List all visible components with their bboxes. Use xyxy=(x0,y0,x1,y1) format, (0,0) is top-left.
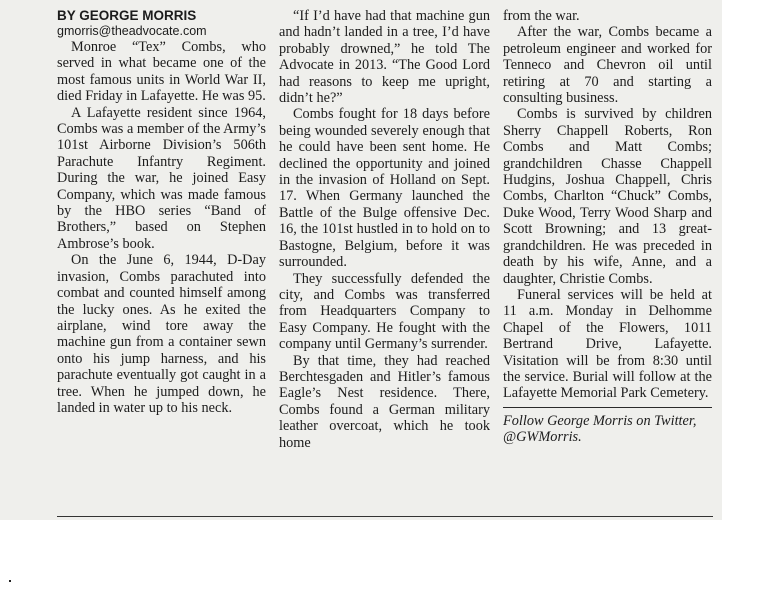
stray-mark xyxy=(9,580,11,582)
divider-rule xyxy=(503,407,712,408)
bottom-rule xyxy=(57,516,713,517)
paragraph: Combs is survived by children Sherry Chappell Roberts, Ron Combs and Matt Combs; grandchildren Chasse Chappell Hudgins, Joshua Chappell, Chris Combs, Charlton “Chuck” Combs, Duke Wood, Terry Wood Sharp and Scott Browning; and 13 great-grandchildren. He was preceded in death by his wife, Anne, and a daughter, Christie Combs. xyxy=(503,106,712,287)
paragraph: By that time, they had reached Berchtesgaden and Hitler’s famous Eagle’s Nest residence. There, Combs found a German military leather overcoat, which he took home xyxy=(279,352,490,451)
paragraph: Funeral services will be held at 11 a.m. Monday in Delhomme Chapel of the Flowers, 1011 Bertrand Drive, Lafayette. Visitation will be from 8:30 until the service. Burial will follow at the Lafayette Memorial Park Cemetery. xyxy=(503,286,712,402)
paragraph: On the June 6, 1944, D-Day invasion, Combs parachuted into combat and counted himself among the lucky ones. As he exited the airplane, wind tore away the machine gun from a container sewn onto his jump harness, and his parachute eventually got caught in a tree. When he jumped down, he landed in water up to his neck. xyxy=(57,252,266,416)
paragraph: from the war. xyxy=(503,8,580,24)
paragraph: “If I’d have had that machine gun and hadn’t landed in a tree, I’d have probably drowned,” he told The Advocate in 2013. “The Good Lord had reasons to keep me upright, didn’t he?” xyxy=(279,8,490,107)
follow-note: Follow George Morris on Twitter, @GWMorris. xyxy=(503,412,697,446)
article-column-2 xyxy=(279,8,490,451)
article-column-1 xyxy=(57,8,266,416)
paragraph: They successfully defended the city, and Combs was transferred from Headquarters Company to Easy Company. He fought with the company until Germany’s surrender. xyxy=(279,270,490,353)
paragraph: A Lafayette resident since 1964, Combs was a member of the Army’s 101st Airborne Division’s 506th Parachute Infantry Regiment. During the war, he joined Easy Company, which was made famous by the HBO series “Band of Brothers,” based on Stephen Ambrose’s book. xyxy=(57,104,266,252)
article-column-3 xyxy=(503,8,712,446)
paragraph: Monroe “Tex” Combs, who served in what became one of the most famous units in World War II, died Friday in Lafayette. He was 95. xyxy=(57,39,266,105)
author-email: gmorris@theadvocate.com xyxy=(57,24,207,38)
byline: BY GEORGE MORRIS xyxy=(57,8,197,23)
paragraph: Combs fought for 18 days before being wounded severely enough that he could have been sent home. He declined the opportunity and joined in the invasion of Holland on Sept. 17. When Germany launched the Battle of the Bulge offensive Dec. 16, the 101st hustled in to hold on to Bastogne, Belgium, before it was surrounded. xyxy=(279,106,490,271)
paragraph: After the war, Combs became a petroleum engineer and worked for Tenneco and Chevron oil until retiring at 70 and starting a consulting business. xyxy=(503,24,712,107)
